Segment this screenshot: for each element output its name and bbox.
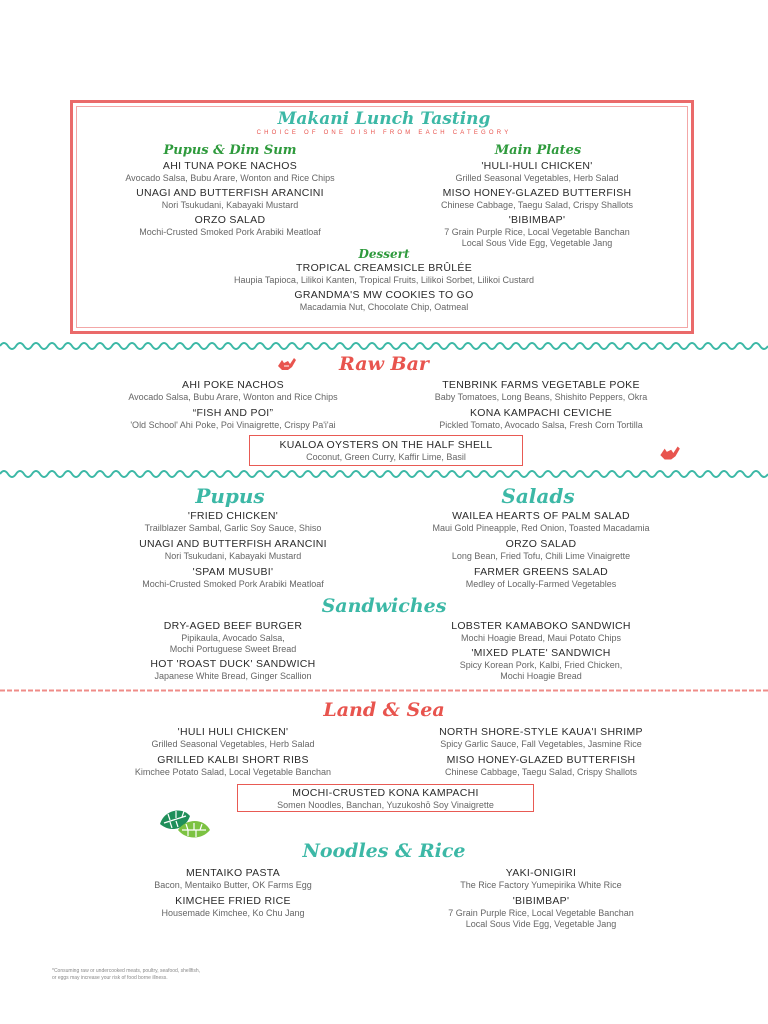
menu-item-description: Kimchee Potato Salad, Local Vegetable Banchan (134, 767, 332, 777)
menu-item-name: FARMER GREENS SALAD (473, 566, 609, 578)
divider-line (0, 689, 768, 692)
menu-item (88, 538, 378, 562)
menu-item (396, 538, 686, 562)
wave-divider (0, 467, 768, 481)
menu-item-name: 'HULI HULI CHICKEN' (177, 726, 289, 738)
menu-item-description: Mochi Portuguese Sweet Bread (169, 644, 297, 654)
menu-item-name: 'BIBIMBAP' (512, 895, 570, 907)
menu-item-description: Bacon, Mentaiko Butter, OK Farms Egg (154, 880, 312, 890)
menu-item-description: Pipikaula, Avocado Salsa, (181, 633, 285, 643)
menu-item-name: GRANDMA'S MW COOKIES TO GO (294, 289, 474, 301)
menu-item-description: Local Sous Vide Egg, Vegetable Jang (461, 238, 613, 248)
featured-dish-desc: Somen Noodles, Banchan, Yuzukoshō Soy Vinaigrette (277, 800, 494, 810)
menu-item (396, 754, 686, 778)
menu-item-description: Grilled Seasonal Vegetables, Herb Salad (455, 173, 619, 183)
menu-item-name: 'SPAM MUSUBI' (192, 566, 274, 578)
menu-item-name: NORTH SHORE-STYLE KAUA'I SHRIMP (439, 726, 643, 738)
menu-item-description: Macadamia Nut, Chocolate Chip, Oatmeal (299, 302, 469, 312)
menu-item-description: Chinese Cabbage, Taegu Salad, Crispy Shallots (441, 200, 633, 210)
menu-item (396, 867, 686, 891)
menu-item-name: TENBRINK FARMS VEGETABLE POKE (442, 379, 640, 391)
tasting-dessert-heading: Dessert (358, 247, 410, 261)
wave-divider (0, 339, 768, 353)
menu-item-name: WAILEA HEARTS OF PALM SALAD (452, 510, 630, 522)
menu-item (88, 754, 378, 778)
menu-item (88, 510, 378, 534)
menu-item-description: Pickled Tomato, Avocado Salsa, Fresh Corn Tortilla (439, 420, 643, 430)
menu-item-name: HOT 'ROAST DUCK' SANDWICH (150, 658, 316, 670)
menu-item-description: Mochi Hoagie Bread, Maui Potato Chips (460, 633, 622, 643)
shaka-hand-icon (656, 442, 682, 464)
menu-item (88, 895, 378, 919)
menu-item-name: 'FRIED CHICKEN' (187, 510, 279, 522)
menu-item (88, 566, 378, 590)
menu-item-description: Avocado Salsa, Bubu Arare, Wonton and Rice Chips (125, 173, 335, 183)
menu-item-description: Grilled Seasonal Vegetables, Herb Salad (151, 739, 315, 749)
menu-item (396, 510, 686, 534)
menu-item (396, 726, 686, 750)
menu-item (88, 407, 378, 431)
menu-item-description: Medley of Locally-Farmed Vegetables (465, 579, 617, 589)
menu-item-description: Spicy Korean Pork, Kalbi, Fried Chicken, (459, 660, 623, 670)
menu-item-description: Baby Tomatoes, Long Beans, Shishito Peppers, Okra (434, 392, 648, 402)
menu-item-description: Japanese White Bread, Ginger Scallion (154, 671, 312, 681)
menu-item-name: KONA KAMPACHI CEVICHE (469, 407, 613, 419)
menu-item-description: Maui Gold Pineapple, Red Onion, Toasted Macadamia (432, 523, 650, 533)
menu-item-name: 'BIBIMBAP' (508, 214, 566, 226)
menu-item-description: 7 Grain Purple Rice, Local Vegetable Banchan (448, 908, 634, 918)
menu-item-description: Local Sous Vide Egg, Vegetable Jang (465, 919, 617, 929)
menu-item-description: Avocado Salsa, Bubu Arare, Wonton and Rice Chips (128, 392, 338, 402)
featured-dish-name: MOCHI-CRUSTED KONA KAMPACHI (292, 787, 479, 799)
menu-item (88, 658, 378, 682)
menu-item (396, 379, 686, 403)
menu-item-description: Housemade Kimchee, Ko Chu Jang (161, 908, 305, 918)
menu-item-description: Mochi-Crusted Smoked Pork Arabiki Meatloaf (139, 227, 321, 237)
menu-item (88, 379, 378, 403)
menu-item-name: YAKI-ONIGIRI (505, 867, 577, 879)
featured-dish-name: KUALOA OYSTERS ON THE HALF SHELL (279, 439, 493, 451)
menu-item (396, 647, 686, 682)
tasting-subtitle: CHOICE OF ONE DISH FROM EACH CATEGORY (256, 130, 512, 136)
menu-item-description: Trailblazer Sambal, Garlic Soy Sauce, Shiso (144, 523, 322, 533)
menu-item-description: Nori Tsukudani, Kabayaki Mustard (164, 551, 302, 561)
menu-item-description: Spicy Garlic Sauce, Fall Vegetables, Jasmine Rice (440, 739, 642, 749)
footnote-line: *Consuming raw or undercooked meats, poultry, seafood, shellfish, (52, 968, 201, 974)
menu-item-name: AHI TUNA POKE NACHOS (162, 160, 298, 172)
raw-bar-featured-box (249, 435, 523, 466)
menu-item-description: Chinese Cabbage, Taegu Salad, Crispy Shallots (445, 767, 637, 777)
sandwiches-heading: Sandwiches (321, 595, 447, 617)
menu-item-description: Haupia Tapioca, Lilikoi Kanten, Tropical Fruits, Lilikoi Sorbet, Lilikoi Custard (234, 275, 534, 285)
menu-item-name: KIMCHEE FRIED RICE (175, 895, 291, 907)
menu-item (88, 160, 372, 184)
menu-item-name: UNAGI AND BUTTERFISH ARANCINI (139, 538, 327, 550)
menu-item (395, 214, 679, 249)
menu-item-description: Nori Tsukudani, Kabayaki Mustard (161, 200, 299, 210)
menu-item-description: 7 Grain Purple Rice, Local Vegetable Banchan (444, 227, 630, 237)
menu-item (396, 620, 686, 644)
land-sea-heading: Land & Sea (323, 699, 445, 721)
menu-item (395, 187, 679, 211)
menu-item (396, 407, 686, 431)
footnote-line: or eggs may increase your risk of food borne illness. (52, 975, 168, 981)
menu-item-name: “FISH AND POI” (192, 407, 274, 419)
menu-item (88, 187, 372, 211)
menu-item-name: LOBSTER KAMABOKO SANDWICH (451, 620, 631, 632)
menu-item-name: 'MIXED PLATE' SANDWICH (471, 647, 611, 659)
menu-item-name: ORZO SALAD (194, 214, 266, 226)
footnote (52, 968, 352, 982)
noodles-heading: Noodles & Rice (302, 840, 466, 862)
menu-item-name: AHI POKE NACHOS (182, 379, 284, 391)
menu-item-description: Mochi-Crusted Smoked Pork Arabiki Meatloaf (142, 579, 324, 589)
menu-item (88, 214, 372, 238)
menu-item (88, 620, 378, 655)
menu-item-name: DRY-AGED BEEF BURGER (163, 620, 303, 632)
salads-heading: Salads (501, 484, 575, 508)
menu-item-description: The Rice Factory Yumepirika White Rice (460, 880, 622, 890)
menu-item-description: 'Old School' Ahi Poke, Poi Vinaigrette, Crispy Pa'i'ai (130, 420, 336, 430)
menu-item (396, 895, 686, 930)
menu-item-name: MISO HONEY-GLAZED BUTTERFISH (442, 187, 632, 199)
menu-item-name: MENTAIKO PASTA (185, 867, 281, 879)
menu-item-name: 'HULI-HULI CHICKEN' (481, 160, 593, 172)
menu-item-name: ORZO SALAD (505, 538, 577, 550)
land-sea-featured-box (237, 784, 534, 812)
menu-item-name: TROPICAL CREAMSICLE BRÛLÉE (295, 262, 473, 274)
monstera-leaf-icon (156, 802, 214, 842)
menu-item-description: Mochi Hoagie Bread (500, 671, 582, 681)
raw-bar-heading: Raw Bar (339, 353, 429, 375)
menu-item (88, 289, 680, 313)
menu-item-name: UNAGI AND BUTTERFISH ARANCINI (136, 187, 324, 199)
tasting-title: Makani Lunch Tasting (277, 109, 491, 129)
menu-item (396, 566, 686, 590)
menu-item-name: GRILLED KALBI SHORT RIBS (157, 754, 309, 766)
tasting-right-heading: Main Plates (494, 143, 582, 158)
menu-item (395, 160, 679, 184)
featured-dish-desc: Coconut, Green Curry, Kaffir Lime, Basil (306, 452, 466, 462)
menu-item-description: Long Bean, Fried Tofu, Chili Lime Vinaigrette (451, 551, 631, 561)
pupus-heading: Pupus (195, 484, 265, 508)
menu-item (88, 726, 378, 750)
menu-item (88, 867, 378, 891)
menu-item (88, 262, 680, 286)
tasting-left-heading: Pupus & Dim Sum (163, 143, 297, 158)
menu-item-name: MISO HONEY-GLAZED BUTTERFISH (446, 754, 636, 766)
